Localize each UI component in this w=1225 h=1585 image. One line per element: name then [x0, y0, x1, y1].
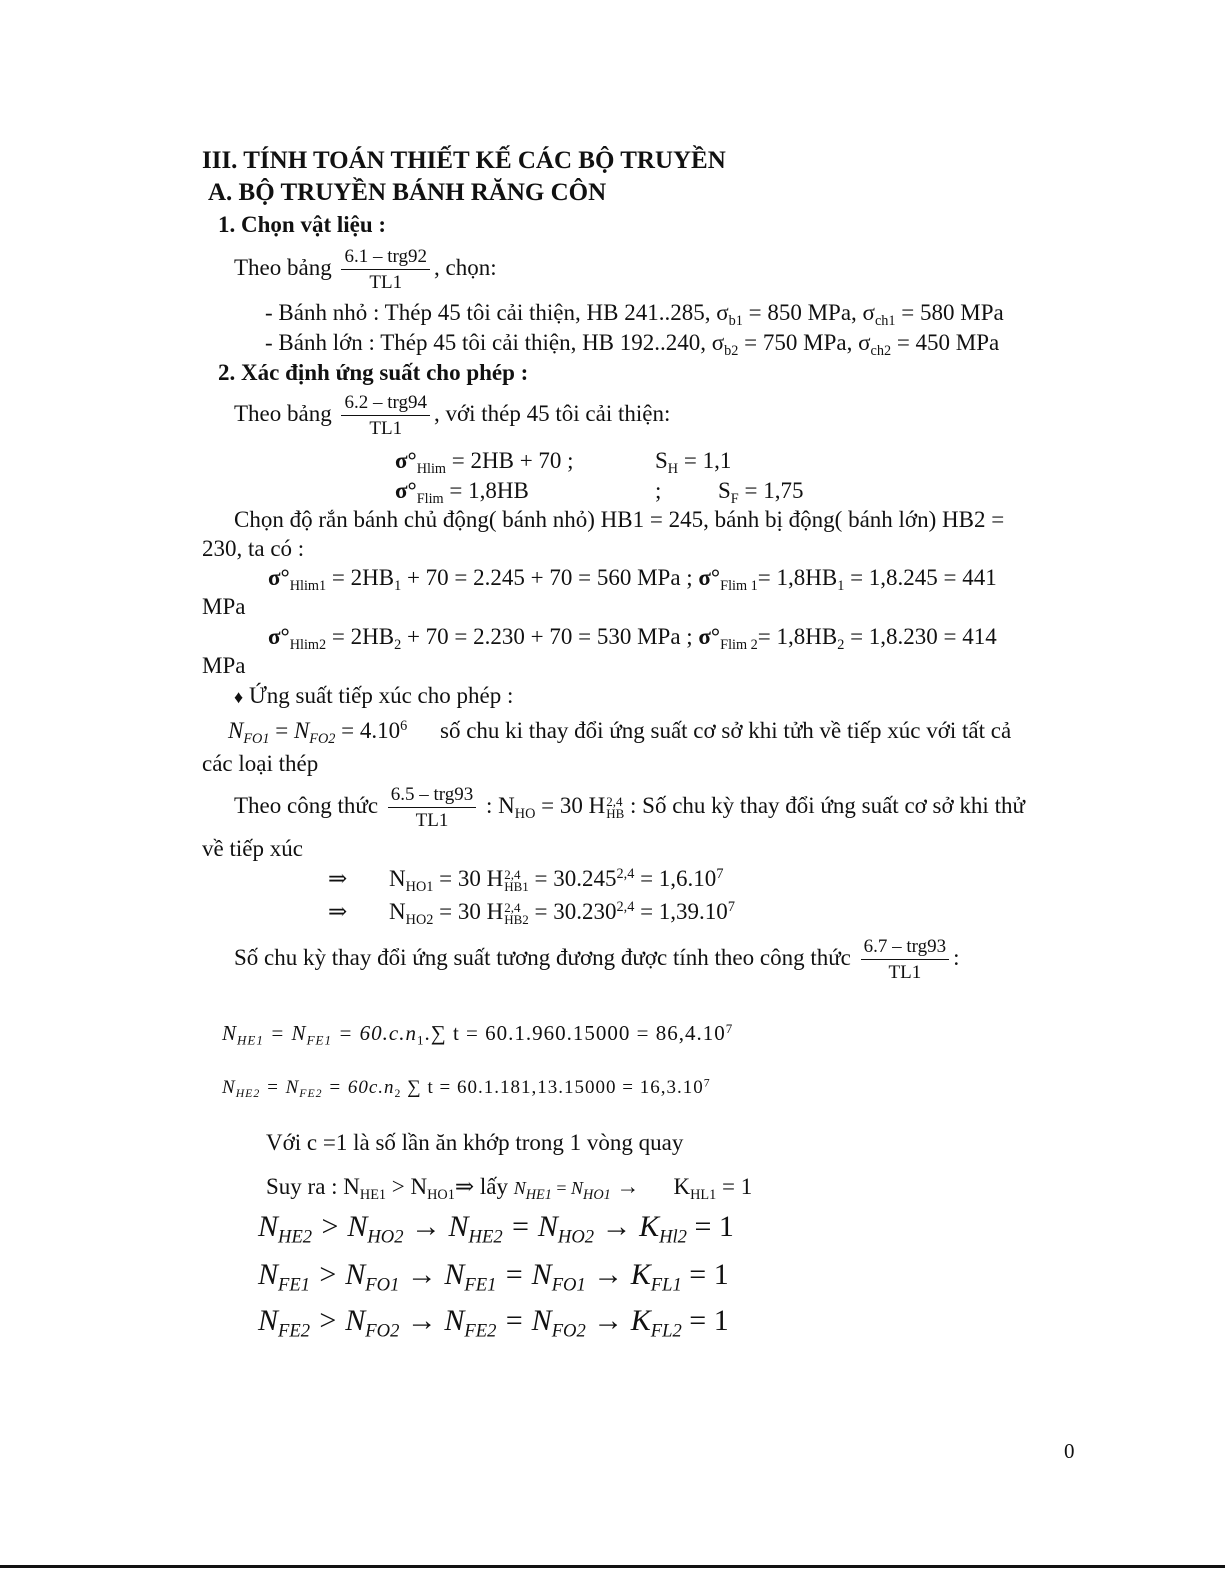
safety-sf [718, 476, 803, 506]
result-row-1 [268, 563, 997, 593]
nho1-row [328, 864, 723, 894]
text: .∑ t = 60.1.960.15000 = 86,4.10 [424, 1021, 726, 1045]
sub: ch2 [870, 342, 892, 359]
sub: F [730, 490, 739, 507]
nhe1-equation [222, 1018, 733, 1048]
nhe2-equation [222, 1073, 711, 1103]
text: → [610, 1174, 640, 1199]
text: → K [585, 1258, 651, 1291]
sub: FO1 [365, 1274, 400, 1296]
text: N [389, 866, 406, 891]
sigma: σ° [698, 624, 721, 649]
frac-num: 6.7 – trg93 [861, 936, 950, 960]
text: = 1 [681, 1258, 729, 1291]
sub: FO1 [243, 730, 270, 747]
sub: FE2 [278, 1320, 311, 1342]
text: = 2HB + 70 ; [446, 448, 574, 473]
text: N [258, 1304, 279, 1337]
text: N [228, 718, 244, 743]
sec2-tail: , với thép 45 tôi cải thiện: [433, 401, 671, 426]
sub: Hl2 [659, 1226, 687, 1248]
sup: 7 [716, 866, 724, 883]
sub: HE2 [235, 1087, 261, 1101]
text: → K [594, 1210, 660, 1243]
sub: Hlim2 [289, 636, 327, 653]
safety-sh [655, 446, 731, 476]
text: = 850 MPa, σ [742, 300, 875, 325]
conclusion-row [266, 1172, 752, 1203]
text: ⇒ lấy [454, 1174, 514, 1199]
text: = 580 MPa [895, 300, 1004, 325]
text: = N [496, 1304, 552, 1337]
text: Ứng suất tiếp xúc cho phép : [243, 683, 514, 708]
sup: 7 [703, 1076, 711, 1090]
formula-nho-text-2: về tiếp xúc [202, 836, 303, 861]
sub: FE1 [306, 1032, 332, 1048]
sub: FO1 [551, 1274, 586, 1296]
heading-sub: A. BỘ TRUYỀN BÁNH RĂNG CÔN [208, 179, 607, 206]
frac-num: 6.1 – trg92 [341, 246, 430, 270]
sub: Hlim1 [289, 577, 327, 594]
text: = 1,1 [678, 448, 732, 473]
sup-sub-stack [504, 899, 529, 927]
sub: HE2 [278, 1226, 313, 1248]
material-large-gear [265, 328, 999, 358]
sub: HE1 [237, 1032, 264, 1048]
sup: 2,4 [616, 899, 635, 916]
text: = 450 MPa [891, 330, 1000, 355]
nfo-row [228, 716, 407, 746]
hardness-para-2: 230, ta có : [202, 536, 305, 561]
diamond-bullet-icon: ♦ [234, 687, 244, 707]
implies-arrow-icon: ⇒ [328, 899, 348, 924]
sub: FO2 [365, 1320, 400, 1342]
sup: 2,4 [606, 793, 623, 809]
sub: 2 [394, 1087, 402, 1101]
text: = N [496, 1258, 552, 1291]
formula-fraction [388, 784, 477, 832]
equivalent-cycles-intro [234, 934, 960, 984]
sub: 1 [416, 1032, 425, 1048]
text: = N [263, 1021, 307, 1045]
text: → N [399, 1304, 465, 1337]
sec2-fraction [341, 392, 430, 440]
frac-den: TL1 [369, 417, 403, 439]
frac-den: TL1 [369, 271, 403, 293]
sub: HE2 [468, 1226, 503, 1248]
text: = 750 MPa, σ [738, 330, 871, 355]
text: = 1,8HB [757, 565, 838, 590]
text: → N [403, 1210, 469, 1243]
text: - Bánh lớn : Thép 45 tôi cải thiện, HB 192..240, σ [265, 330, 725, 355]
sup: 7 [727, 899, 735, 916]
text: > N [310, 1258, 366, 1291]
sub: 1 [394, 577, 402, 594]
text: = 30 H [433, 866, 504, 891]
sigma: σ° [698, 565, 721, 590]
sup: 7 [725, 1020, 734, 1036]
sub: HO2 [405, 911, 434, 928]
text: + 70 = 2.230 + 70 = 530 MPa ; [401, 624, 699, 649]
text: = N [502, 1210, 558, 1243]
text: = 1,8.230 = 414 [844, 624, 997, 649]
sub: 2 [837, 636, 845, 653]
sub: HO2 [367, 1226, 404, 1248]
text: N [571, 1178, 584, 1198]
text: S [718, 478, 731, 503]
text: N [222, 1021, 238, 1045]
sup-sub-stack [504, 866, 529, 894]
implies-arrow-icon: ⇒ [328, 866, 348, 891]
text: → N [399, 1258, 465, 1291]
sec2-lead: Theo bảng [234, 401, 332, 426]
sub: FE2 [299, 1087, 323, 1101]
text: = 1,6.10 [634, 866, 717, 891]
text: = N [260, 1077, 300, 1098]
result-row-2 [268, 622, 997, 652]
formula-hlim [395, 446, 574, 476]
text: > N [312, 1210, 368, 1243]
sub: HB2 [504, 911, 529, 927]
frac-num: 6.2 – trg94 [341, 392, 430, 416]
section-2-title: 2. Xác định ứng suất cho phép : [218, 360, 529, 385]
text: N [258, 1258, 279, 1291]
frac-den: TL1 [888, 961, 922, 983]
sub: Hlim [416, 460, 447, 477]
sup: 2,4 [504, 899, 521, 915]
text: = 1,8HB [443, 478, 529, 503]
text: → K [585, 1304, 651, 1337]
section-1-title: 1. Chọn vật liệu : [218, 212, 387, 237]
material-small-gear [265, 298, 1004, 328]
text: = [269, 718, 294, 743]
text: = 60c.n [322, 1077, 395, 1098]
text: Số chu kỳ thay đổi ứng suất tương đương được tính theo công thức [234, 945, 851, 970]
sub: HO1 [405, 878, 434, 895]
text: : [953, 945, 960, 970]
sigma: σ° [268, 624, 290, 649]
frac-num: 6.5 – trg93 [388, 784, 477, 808]
sub: HB [606, 805, 625, 821]
sec1-fraction [341, 246, 430, 294]
sub: HL1 [690, 1186, 717, 1203]
sup: 2,4 [504, 866, 521, 882]
text: = 30.230 [528, 899, 617, 924]
sup: 6 [400, 718, 408, 735]
text: Theo công thức [234, 793, 379, 818]
text: = 2HB [326, 624, 395, 649]
text: S [655, 448, 668, 473]
result-row-2-unit: MPa [202, 653, 246, 678]
text: = 1 [686, 1210, 734, 1243]
eq-fraction [861, 936, 950, 984]
text: N [222, 1077, 236, 1098]
sub: FE2 [464, 1320, 497, 1342]
text: N [293, 718, 310, 743]
sec1-table-ref [234, 244, 497, 294]
sub: HE1 [359, 1186, 387, 1203]
nfo-text-2: các loại thép [202, 751, 319, 776]
text: = 30 H [433, 899, 504, 924]
text: = 30.245 [528, 866, 617, 891]
sec1-tail: , chọn: [433, 255, 497, 280]
sub: b2 [724, 342, 739, 359]
text: N [389, 899, 406, 924]
sub: Flim 2 [720, 636, 758, 653]
sub: FL2 [650, 1320, 682, 1342]
page-number: 0 [1064, 1439, 1075, 1463]
text: > N [386, 1174, 428, 1199]
sub: 1 [837, 577, 845, 594]
k-row-2 [258, 1256, 729, 1294]
text: - Bánh nhỏ : Thép 45 tôi cải thiện, HB 241..285, σ [265, 300, 729, 325]
bullet-contact-stress [234, 681, 513, 712]
text: = 4.10 [335, 718, 401, 743]
text: = 1,8.245 = 441 [844, 565, 997, 590]
text: = 2HB [326, 565, 395, 590]
sub: Flim 1 [720, 577, 758, 594]
sup: 2,4 [616, 866, 635, 883]
text: N [513, 1178, 526, 1198]
sigma: σ° [395, 478, 417, 503]
text: = 1,39.10 [634, 899, 728, 924]
formula-nho [234, 782, 1025, 832]
text: N [258, 1210, 279, 1243]
sec2-table-ref [234, 390, 670, 440]
sub: HO2 [557, 1226, 595, 1248]
hardness-para-1: Chọn độ rắn bánh chủ động( bánh nhỏ) HB1 = 245, bánh bị động( bánh lớn) HB2 = [234, 507, 1005, 532]
text: = 60.c.n [331, 1021, 417, 1045]
sigma: σ° [395, 448, 417, 473]
semicolon: ; [655, 478, 662, 503]
text: + 70 = 2.245 + 70 = 560 MPa ; [401, 565, 699, 590]
sub: FE1 [278, 1274, 311, 1296]
heading-main: III. TÍNH TOÁN THIẾT KẾ CÁC BỘ TRUYỀN [202, 147, 726, 174]
sub: FL1 [650, 1274, 682, 1296]
result-row-1-unit: MPa [202, 594, 246, 619]
sub: HE1 [525, 1186, 552, 1203]
sub: HO1 [427, 1186, 455, 1203]
sub: Flim [416, 490, 444, 507]
sub: FE1 [464, 1274, 497, 1296]
k-row-1 [258, 1208, 734, 1246]
sub: HB1 [504, 878, 529, 894]
frac-den: TL1 [415, 809, 449, 831]
nho2-row [328, 897, 735, 927]
sub: H [667, 460, 679, 477]
mesh-count-note: Với c =1 là số lần ăn khớp trong 1 vòng quay [266, 1130, 684, 1155]
k-row-3 [258, 1302, 729, 1340]
sub: FO2 [551, 1320, 586, 1342]
text: = 30 H [535, 793, 606, 818]
text: = [551, 1178, 572, 1198]
text: = 1,75 [738, 478, 804, 503]
sub: HO [514, 805, 536, 822]
sub: HO1 [583, 1186, 611, 1203]
text: = 1 [681, 1304, 729, 1337]
sub: ch1 [874, 312, 896, 329]
text: > N [310, 1304, 366, 1337]
formula-flim [395, 476, 529, 506]
text: K [673, 1174, 691, 1199]
text: : Số chu kỳ thay đổi ứng suất cơ sở khi thử [624, 793, 1025, 818]
text: = 1,8HB [757, 624, 838, 649]
text: = 1 [716, 1174, 753, 1199]
sigma: σ° [268, 565, 290, 590]
sub: b1 [728, 312, 743, 329]
sec1-lead: Theo bảng [234, 255, 332, 280]
text: ∑ t = 60.1.181,13.15000 = 16,3.10 [401, 1077, 704, 1098]
sub: 2 [394, 636, 402, 653]
text: Suy ra : N [266, 1174, 360, 1199]
sup-sub-stack [606, 793, 625, 821]
sub: FO2 [309, 730, 336, 747]
page-bottom-rule [0, 1565, 1225, 1568]
text: : N [480, 793, 515, 818]
nfo-text: số chu ki thay đổi ứng suất cơ sở khi tửh về tiếp xúc với tất cả [440, 718, 1012, 743]
